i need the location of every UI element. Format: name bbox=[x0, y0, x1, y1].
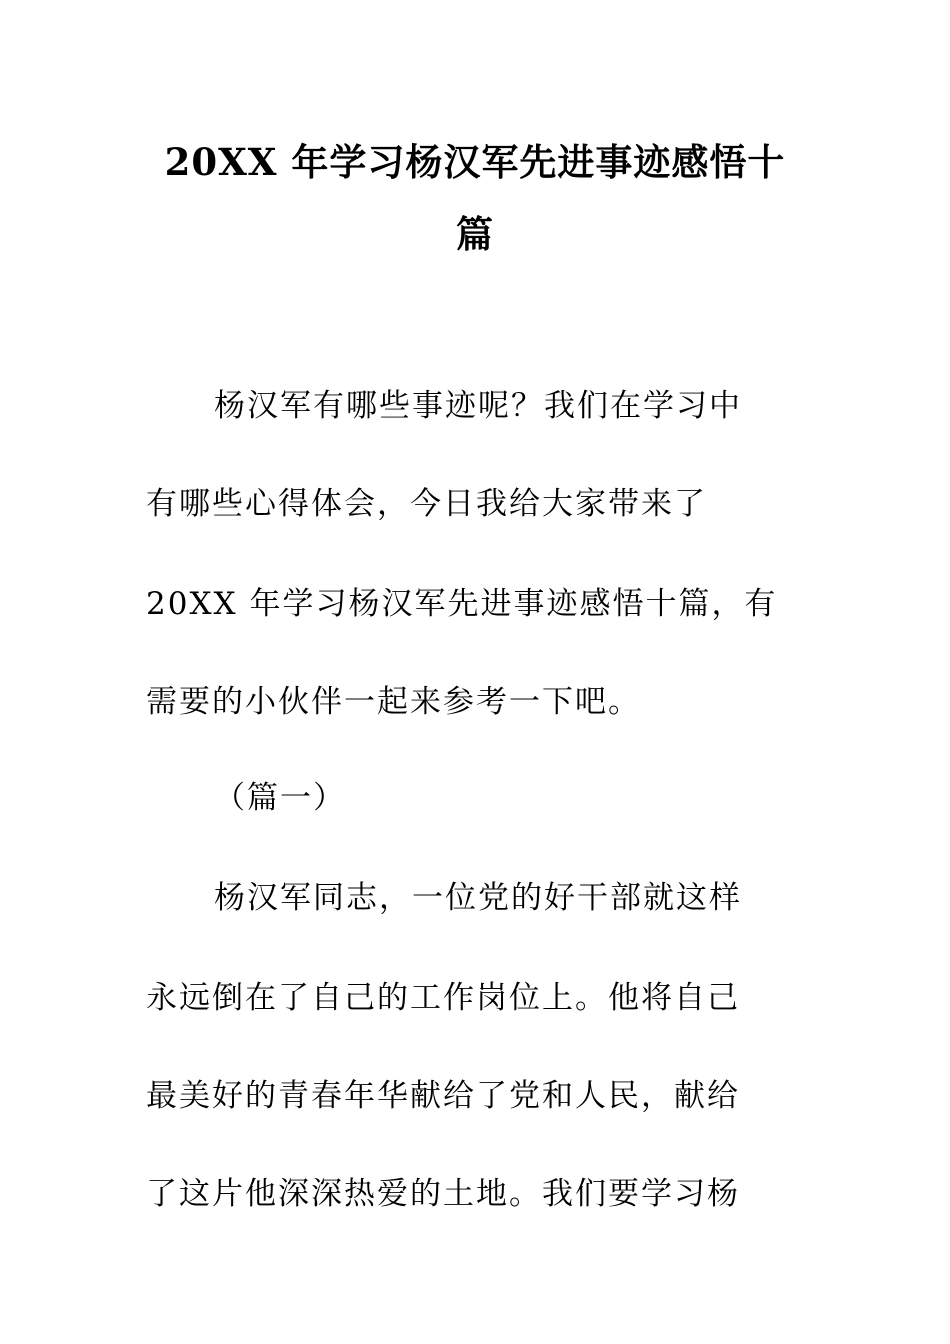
paragraph-line: 杨汉军有哪些事迹呢？我们在学习中 bbox=[214, 388, 742, 424]
paragraph-line: 永远倒在了自己的工作岗位上。他将自己 bbox=[146, 980, 740, 1016]
section-heading: （篇一） bbox=[214, 780, 346, 816]
paragraph-line: 最美好的青春年华献给了党和人民，献给 bbox=[146, 1078, 740, 1114]
paragraph-line: 有哪些心得体会，今日我给大家带来了 bbox=[146, 486, 707, 522]
paragraph-line: 杨汉军同志，一位党的好干部就这样 bbox=[214, 880, 742, 916]
document-title-line-1: 20XX 年学习杨汉军先进事迹感悟十 bbox=[164, 140, 786, 184]
paragraph-line: 了这片他深深热爱的土地。我们要学习杨 bbox=[146, 1176, 740, 1212]
document-title-line-2: 篇 bbox=[456, 212, 494, 256]
paragraph-line: 20XX 年学习杨汉军先进事迹感悟十篇，有 bbox=[146, 586, 778, 622]
paragraph-line: 需要的小伙伴一起来参考一下吧。 bbox=[146, 684, 641, 720]
